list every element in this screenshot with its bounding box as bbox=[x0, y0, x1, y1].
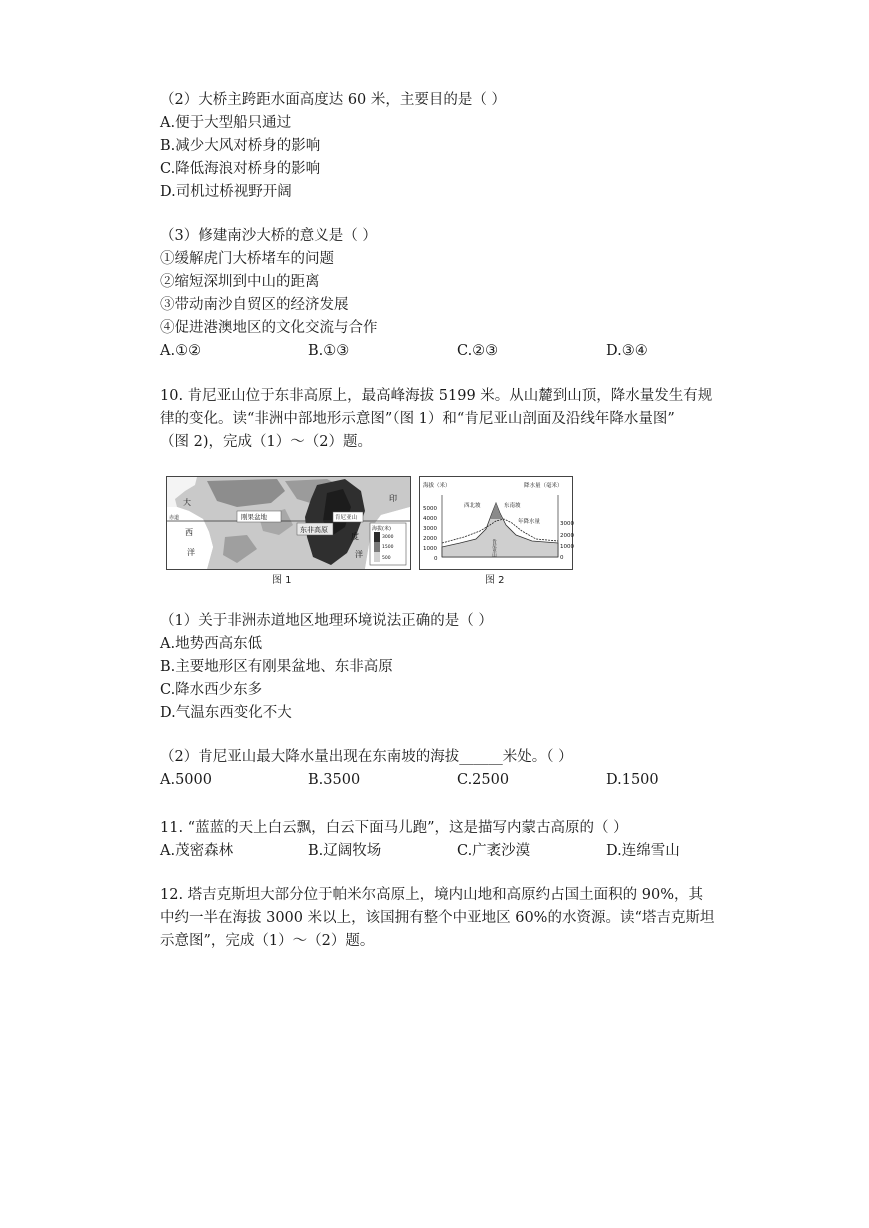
q9-sub2-stem: （2）大桥主跨距水面高度达 60 米，主要目的是（ ） bbox=[160, 92, 507, 108]
fig1-label-du: 度 bbox=[351, 532, 359, 541]
q12-intro-line-2: 中约一半在海拔 3000 米以上，该国拥有整个中亚地区 60%的水资源。读“塔吉克斯坦 bbox=[160, 910, 715, 926]
q11-stem: 11. “蓝蓝的天上白云飘，白云下面马儿跑”，这是描写内蒙古高原的（ ） bbox=[160, 820, 628, 836]
fig1-legend-1500: 1500 bbox=[382, 545, 394, 550]
q11-option-b: B.辽阔牧场 bbox=[308, 843, 382, 859]
q9-sub3-option-c: C.②③ bbox=[457, 343, 499, 359]
figure-2-kenya-profile bbox=[419, 476, 573, 570]
figure-1-caption: 图 1 bbox=[272, 575, 292, 586]
fig2-right-tick-3000: 3000 bbox=[560, 521, 574, 527]
q9-sub3-item-2: ②缩短深圳到中山的距离 bbox=[160, 274, 320, 290]
q9-sub3-option-b: B.①③ bbox=[308, 343, 350, 359]
q9-sub2-option-b: B.减少大风对桥身的影响 bbox=[160, 138, 321, 154]
q9-sub3-item-4: ④促进港澳地区的文化交流与合作 bbox=[160, 320, 378, 336]
q9-sub3-item-1: ①缓解虎门大桥堵车的问题 bbox=[160, 251, 334, 267]
q10-sub1-option-d: D.气温东西变化不大 bbox=[160, 705, 292, 721]
fig2-label-rainfall: 年降水量 bbox=[518, 519, 541, 525]
q11-option-d: D.连绵雪山 bbox=[606, 843, 680, 859]
fig1-label-kenya: 肯尼亚山 bbox=[335, 515, 358, 521]
q10-sub2-stem: （2）肯尼亚山最大降水量出现在东南坡的海拔______米处。（ ） bbox=[160, 749, 573, 765]
q10-intro-line-3: （图 2)，完成（1）～（2）题。 bbox=[160, 434, 372, 450]
fig2-right-tick-1000: 1000 bbox=[560, 544, 574, 550]
figure-2-caption: 图 2 bbox=[485, 575, 505, 586]
fig1-label-yang-west: 洋 bbox=[187, 548, 195, 557]
q9-sub2-option-d: D.司机过桥视野开阔 bbox=[160, 184, 292, 200]
q10-sub1-option-b: B.主要地形区有刚果盆地、东非高原 bbox=[160, 659, 393, 675]
fig2-left-tick-1000: 1000 bbox=[423, 546, 437, 552]
fig2-left-axis-title: 海拔（米） bbox=[423, 483, 451, 489]
q9-sub3-option-a: A.①② bbox=[160, 343, 202, 359]
q10-intro-line-1: 10. 肯尼亚山位于东非高原上，最高峰海拔 5199 米。从山麓到山顶，降水量发生有规 bbox=[160, 388, 713, 404]
fig2-label-se-slope: 东南坡 bbox=[504, 503, 521, 509]
fig2-left-tick-3000: 3000 bbox=[423, 526, 437, 532]
fig2-label-mountain: 肯尼亚山 bbox=[491, 539, 497, 557]
q9-sub2-option-a: A.便于大型船只通过 bbox=[160, 115, 292, 131]
fig1-legend-3000: 3000 bbox=[382, 535, 394, 540]
fig2-right-axis-title: 降水量（毫米） bbox=[524, 483, 563, 489]
fig2-left-tick-2000: 2000 bbox=[423, 536, 437, 542]
fig1-label-east-africa-plateau: 东非高原 bbox=[300, 526, 328, 534]
q10-sub2-option-c: C.2500 bbox=[457, 772, 510, 788]
fig1-label-congo-basin: 刚果盆地 bbox=[241, 513, 267, 521]
q12-intro-line-3: 示意图”，完成（1）～（2）题。 bbox=[160, 933, 375, 949]
q10-sub1-option-c: C.降水西少东多 bbox=[160, 682, 263, 698]
fig1-label-yin: 印 bbox=[389, 494, 397, 503]
q9-sub3-option-d: D.③④ bbox=[606, 343, 648, 359]
fig1-label-xi: 西 bbox=[185, 528, 193, 537]
fig1-label-equator: 赤道 bbox=[169, 515, 180, 521]
q12-intro-line-1: 12. 塔吉克斯坦大部分位于帕米尔高原上，境内山地和高原约占国土面积的 90%，其 bbox=[160, 887, 704, 903]
q9-sub2-option-c: C.降低海浪对桥身的影响 bbox=[160, 161, 321, 177]
fig1-legend-title: 海拔(米) bbox=[372, 526, 391, 532]
fig2-right-tick-2000: 2000 bbox=[560, 533, 574, 539]
q9-sub3-item-3: ③带动南沙自贸区的经济发展 bbox=[160, 297, 349, 313]
q10-sub1-option-a: A.地势西高东低 bbox=[160, 636, 263, 652]
figure-1-africa-map bbox=[166, 476, 411, 570]
q10-intro-line-2: 律的变化。读“非洲中部地形示意图”（图 1）和“肯尼亚山剖面及沿线年降水量图” bbox=[160, 411, 675, 427]
fig2-left-tick-0: 0 bbox=[434, 556, 438, 562]
fig1-label-yang-east: 洋 bbox=[355, 550, 363, 559]
fig1-label-da: 大 bbox=[183, 498, 191, 507]
q11-option-a: A.茂密森林 bbox=[160, 843, 234, 859]
q10-sub2-option-d: D.1500 bbox=[606, 772, 659, 788]
q10-sub1-stem: （1）关于非洲赤道地区地理环境说法正确的是（ ） bbox=[160, 613, 493, 629]
fig2-left-tick-5000: 5000 bbox=[423, 506, 437, 512]
q10-sub2-option-a: A.5000 bbox=[160, 772, 212, 788]
fig2-left-tick-4000: 4000 bbox=[423, 516, 437, 522]
fig1-legend-500: 500 bbox=[382, 556, 391, 561]
q10-sub2-option-b: B.3500 bbox=[308, 772, 361, 788]
fig2-right-tick-0: 0 bbox=[560, 555, 564, 561]
q11-option-c: C.广袤沙漠 bbox=[457, 843, 531, 859]
q9-sub3-stem: （3）修建南沙大桥的意义是（ ） bbox=[160, 228, 377, 244]
fig2-label-nw-slope: 西北坡 bbox=[464, 503, 481, 509]
